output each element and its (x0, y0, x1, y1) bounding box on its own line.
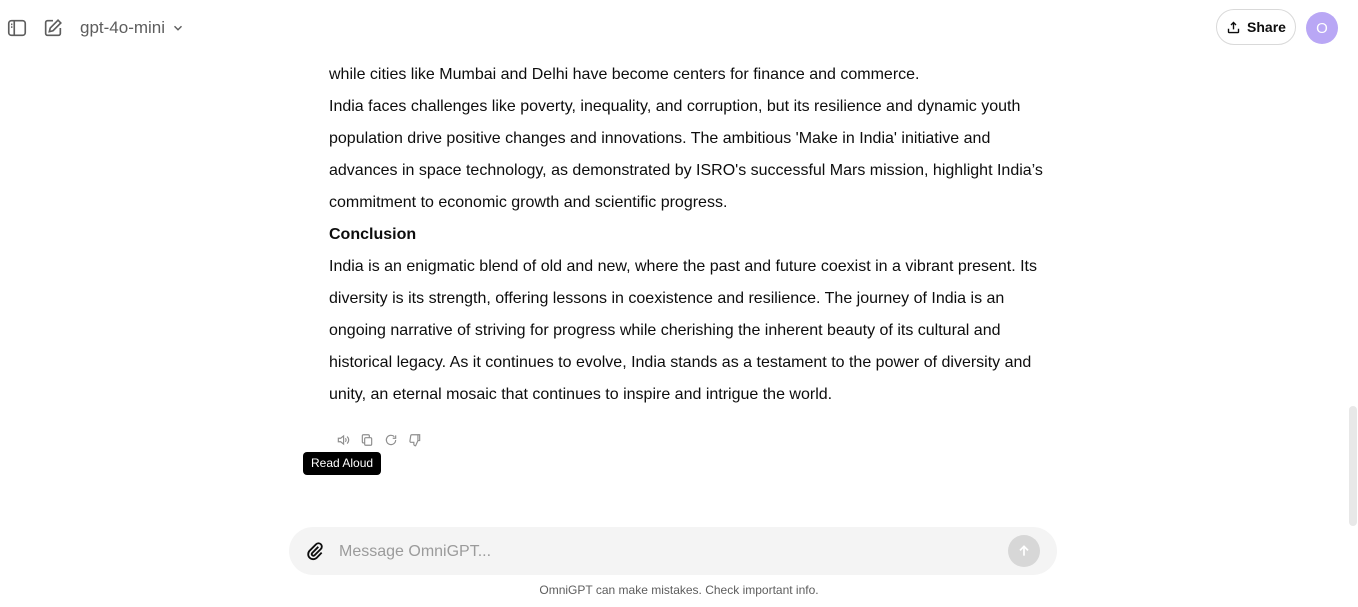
avatar[interactable]: O (1306, 12, 1338, 44)
assistant-message (329, 59, 1059, 411)
share-icon (1226, 20, 1241, 35)
message-composer (289, 527, 1057, 575)
speaker-icon[interactable] (335, 432, 351, 448)
regenerate-icon[interactable] (383, 432, 399, 448)
read-aloud-tooltip: Read Aloud (303, 452, 381, 475)
new-chat-button[interactable] (39, 14, 67, 42)
send-button[interactable] (1008, 535, 1040, 567)
model-selector[interactable] (80, 14, 185, 42)
model-name: gpt-4o-mini (80, 18, 166, 37)
sidebar-icon (6, 17, 28, 39)
arrow-up-icon (1016, 543, 1032, 559)
conclusion-paragraph: India is an enigmatic blend of old and new, where the past and future coexist in a vibrant present. Its diversity is its strength, offering lessons in coexistence and resilience. The journey of India is an ongoing narrative of striving for progress while cherishing the inherent beauty of its cultural and historical legacy. As it continues to evolve, India stands as a testament to the power of diversity and unity, an eternal mosaic that continues to inspire and intrigue the world. (329, 258, 1037, 403)
sidebar-toggle-button[interactable] (3, 14, 31, 42)
message-input[interactable] (337, 537, 991, 567)
message-paragraph: while cities like Mumbai and Delhi have become centers for finance and commerce. (329, 66, 920, 83)
share-button[interactable] (1216, 9, 1296, 45)
top-bar (0, 0, 1358, 56)
scrollbar[interactable] (1349, 406, 1357, 526)
attach-button[interactable] (303, 539, 327, 563)
disclaimer-text: OmniGPT can make mistakes. Check important info. (539, 583, 819, 597)
conclusion-heading: Conclusion (329, 226, 417, 243)
edit-icon (42, 17, 64, 39)
share-label: Share (1247, 19, 1286, 35)
paperclip-icon (305, 540, 325, 562)
copy-icon[interactable] (359, 432, 375, 448)
message-paragraph: India faces challenges like poverty, inequality, and corruption, but its resilience and dynamic youth population drive positive changes and innovations. The ambitious 'Make in India' initiative and advances in space technology, as demonstrated by ISRO's successful Mars mission, highlight India’s commitment to economic growth and scientific progress. (329, 98, 1043, 211)
thumbs-down-icon[interactable] (407, 432, 423, 448)
message-actions (335, 432, 423, 450)
chevron-down-icon (171, 21, 185, 35)
